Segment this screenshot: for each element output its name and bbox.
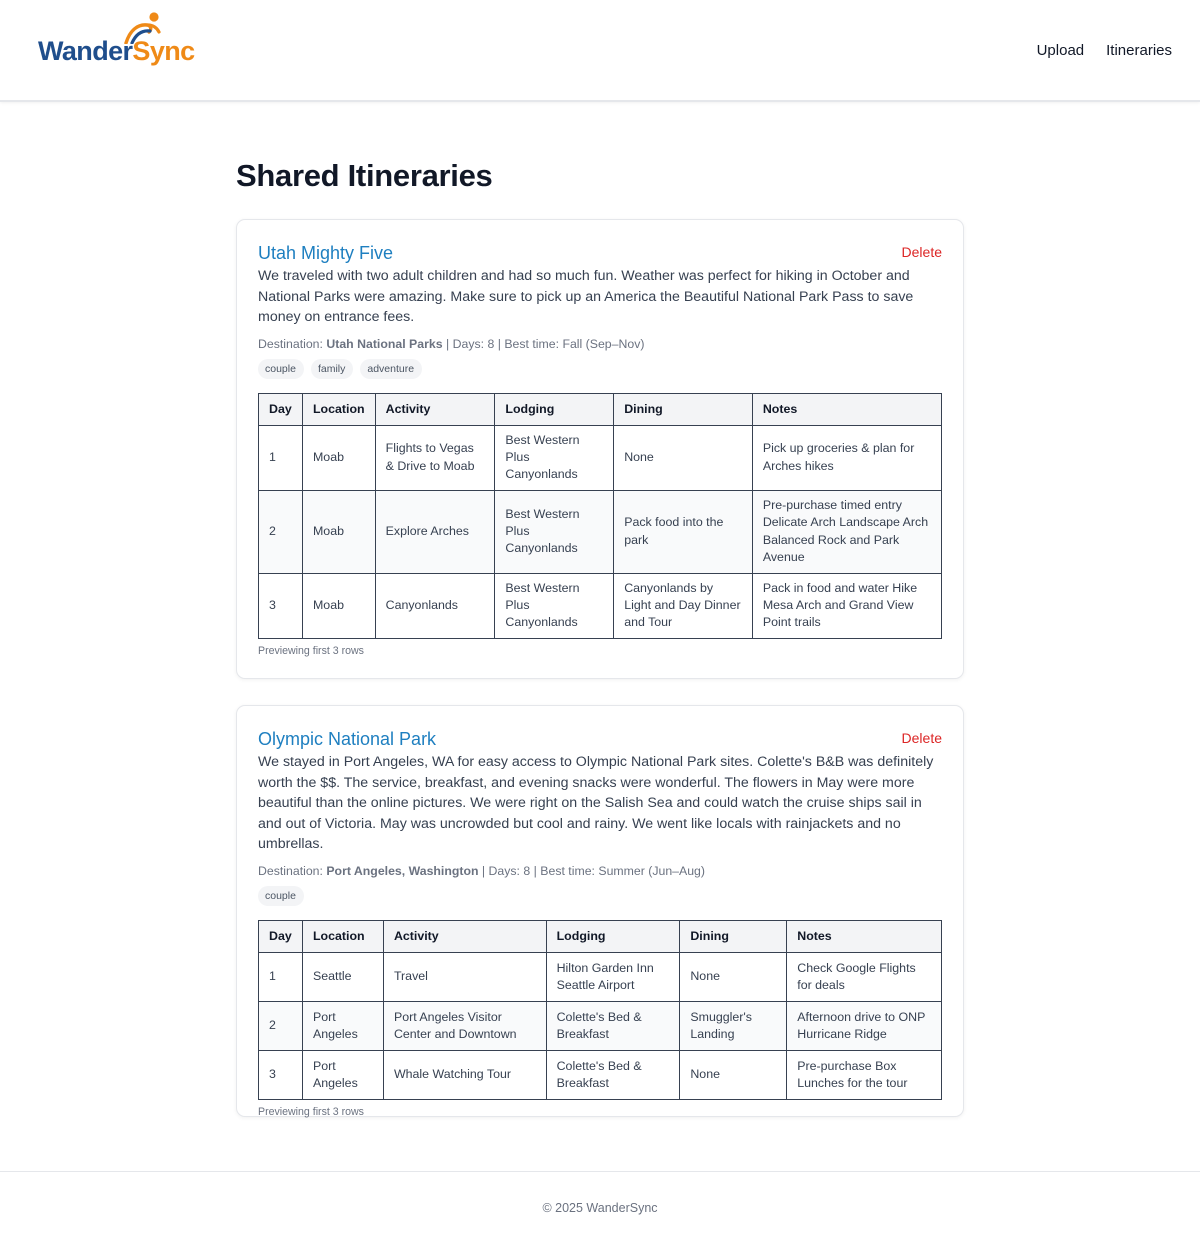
tag-list [258,359,942,379]
cell-day: 3 [259,573,303,638]
itinerary-description: We stayed in Port Angeles, WA for easy access to Olympic National Park sites. Colette's B&B was definitely worth the $$. The service, breakfast, and evening snacks were wonderful. The flowers in May were more beautiful than the online pictures. We were right on the Salish Sea and could watch the cruise ships sail in and out of Victoria. May was uncrowded but cool and rainy. We went like locals with rainjackets and no umbrellas. [258,754,934,853]
cell-location: Moab [302,490,375,573]
cell-notes: Check Google Flights for deals [787,952,942,1001]
cell-day: 1 [259,425,303,490]
cell-dining: Smuggler's Landing [680,1001,787,1050]
copyright-text: © 2025 WanderSync [542,1201,658,1215]
itinerary-table [258,393,942,639]
brand-logo[interactable] [38,10,198,72]
column-header: Location [302,393,375,425]
cell-notes: Pre-purchase Box Lunches for the tour [787,1050,942,1099]
destination-value: Port Angeles, Washington [326,863,479,878]
cell-activity: Canyonlands [375,573,495,638]
brand-wordmark: WanderSync [38,36,195,66]
preview-note: Previewing first 3 rows [258,644,364,657]
cell-location: Seattle [302,952,383,1001]
cell-lodging: Best Western Plus Canyonlands [495,490,614,573]
column-header: Day [259,920,303,952]
cell-day: 1 [259,952,303,1001]
column-header: Day [259,393,303,425]
table-row [259,1050,942,1099]
cell-location: Port Angeles [302,1001,383,1050]
column-header: Dining [680,920,787,952]
nav-itineraries[interactable]: Itineraries [1106,42,1172,59]
cell-location: Moab [302,425,375,490]
cell-lodging: Best Western Plus Canyonlands [495,425,614,490]
table-row [259,573,942,638]
column-header: Lodging [495,393,614,425]
cell-location: Port Angeles [302,1050,383,1099]
cell-dining: None [680,952,787,1001]
cell-notes: Pre-purchase timed entry Delicate Arch Landscape Arch Balanced Rock and Park Avenue [752,490,941,573]
cell-activity: Explore Arches [375,490,495,573]
itinerary-title-link[interactable]: Olympic National Park [258,729,437,749]
main-nav [1037,42,1172,59]
table-row [259,952,942,1001]
cell-activity: Port Angeles Visitor Center and Downtown [383,1001,546,1050]
cell-lodging: Colette's Bed & Breakfast [546,1050,680,1099]
site-header [0,0,1200,102]
cell-activity: Whale Watching Tour [383,1050,546,1099]
column-header: Activity [375,393,495,425]
column-header: Notes [787,920,942,952]
cell-day: 2 [259,490,303,573]
itinerary-table [258,920,942,1100]
cell-notes: Pick up groceries & plan for Arches hikes [752,425,941,490]
cell-day: 2 [259,1001,303,1050]
column-header: Notes [752,393,941,425]
itinerary-description: We traveled with two adult children and had so much fun. Weather was perfect for hiking in October and National Parks were amazing. Make sure to pick up an America the Beautiful National Park Pass to save money on entrance fees. [258,268,914,326]
site-footer [0,1171,1200,1244]
tag-list [258,886,942,906]
cell-dining: Pack food into the park [614,490,753,573]
column-header: Location [302,920,383,952]
table-header-row [259,920,942,952]
itinerary-title-link[interactable]: Utah Mighty Five [258,243,394,263]
table-row [259,1001,942,1050]
table-header-row [259,393,942,425]
cell-dining: Canyonlands by Light and Day Dinner and Tour [614,573,753,638]
page-title: Shared Itineraries [236,158,493,193]
tag-chip: couple [258,886,304,906]
cell-notes: Pack in food and water Hike Mesa Arch and Grand View Point trails [752,573,941,638]
column-header: Activity [383,920,546,952]
column-header: Lodging [546,920,680,952]
cell-lodging: Colette's Bed & Breakfast [546,1001,680,1050]
days-value: 8 [523,863,531,878]
cell-location: Moab [302,573,375,638]
cell-lodging: Best Western Plus Canyonlands [495,573,614,638]
cell-dining: None [680,1050,787,1099]
cell-notes: Afternoon drive to ONP Hurricane Ridge [787,1001,942,1050]
table-row [259,425,942,490]
cell-activity: Flights to Vegas & Drive to Moab [375,425,495,490]
column-header: Dining [614,393,753,425]
cell-activity: Travel [383,952,546,1001]
cell-dining: None [614,425,753,490]
days-value: 8 [487,336,495,351]
cell-day: 3 [259,1050,303,1099]
table-row [259,490,942,573]
itinerary-card [236,219,964,679]
itinerary-meta: Destination: Utah National Parks | Days: 8 | Best time: Fall (Sep–Nov) [258,336,645,351]
preview-note: Previewing first 3 rows [258,1105,364,1118]
delete-button[interactable]: Delete [901,730,942,746]
tag-chip: family [311,359,353,379]
cell-lodging: Hilton Garden Inn Seattle Airport [546,952,680,1001]
destination-value: Utah National Parks [326,336,443,351]
best-time-value: Summer (Jun–Aug) [598,863,705,878]
best-time-value: Fall (Sep–Nov) [562,336,645,351]
tag-chip: adventure [360,359,422,379]
nav-upload[interactable]: Upload [1036,42,1085,59]
delete-button[interactable]: Delete [901,244,942,260]
tag-chip: couple [258,359,304,379]
itinerary-card [236,705,964,1117]
itinerary-meta: Destination: Port Angeles, Washington | Days: 8 | Best time: Summer (Jun–Aug) [258,863,705,878]
